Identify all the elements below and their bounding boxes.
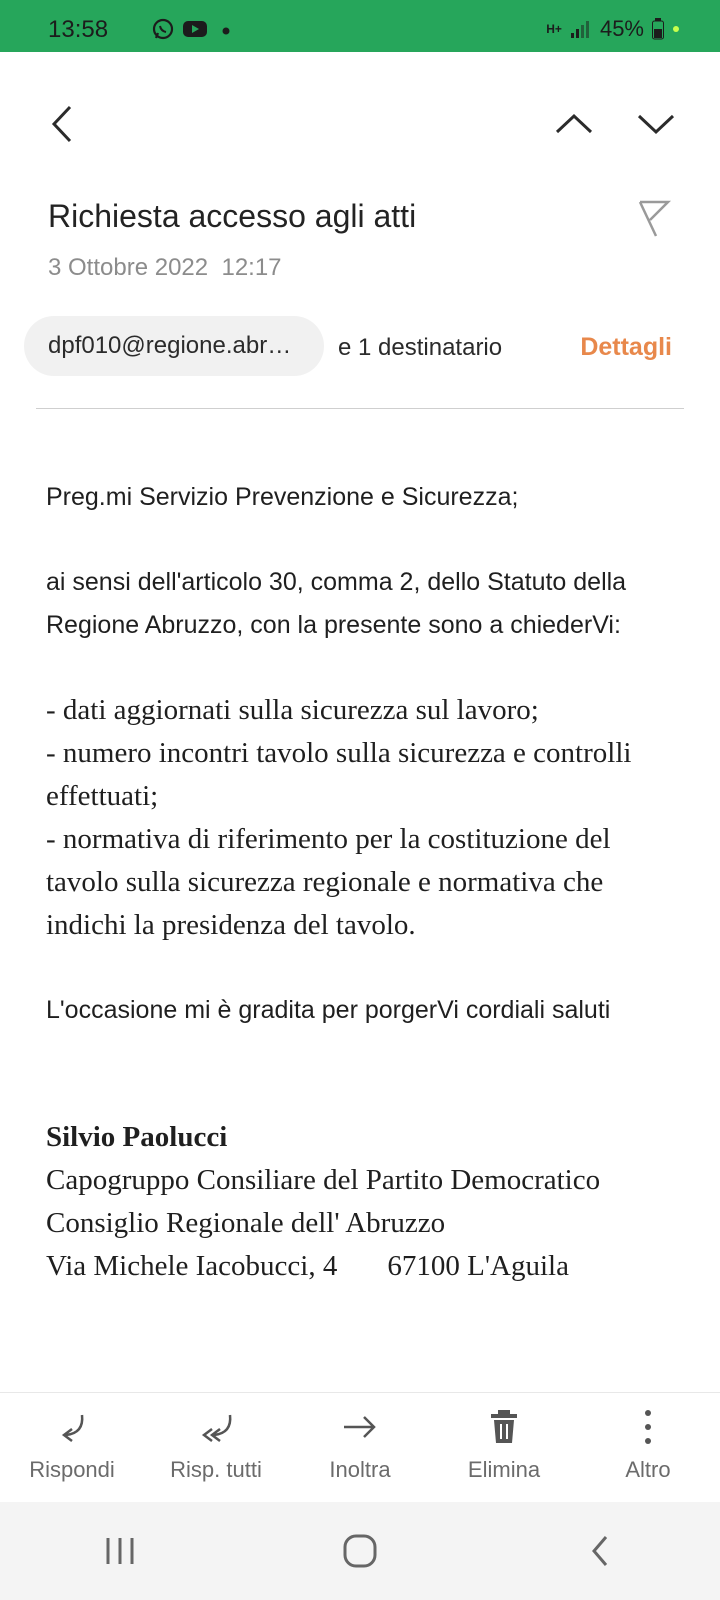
- network-type: H+: [546, 22, 562, 36]
- signature-address-line: [46, 1245, 676, 1288]
- signature-name: Silvio Paolucci: [46, 1121, 228, 1153]
- recipients-summary: e 1 destinatario: [338, 334, 503, 361]
- reply-all-icon: [196, 1407, 236, 1447]
- charging-dot-icon: [672, 25, 680, 33]
- signature-city: 67100 L'Aguila: [387, 1250, 569, 1282]
- forward-icon: [340, 1407, 380, 1447]
- recent-apps-button[interactable]: [90, 1521, 150, 1581]
- back-icon: [590, 1534, 610, 1568]
- reply-label: Rispondi: [29, 1457, 115, 1482]
- more-vertical-icon: [628, 1407, 668, 1447]
- delete-button[interactable]: [432, 1393, 576, 1503]
- back-button[interactable]: [38, 100, 86, 148]
- status-time: 13:58: [48, 16, 109, 43]
- signature-address: Via Michele Iacobucci, 4: [46, 1250, 338, 1282]
- previous-email-button[interactable]: [550, 100, 598, 148]
- email-body: [46, 476, 676, 1288]
- divider: [36, 408, 684, 409]
- battery-percent: 45%: [599, 16, 644, 41]
- email-date: 3 Ottobre 2022: [48, 254, 209, 281]
- home-button[interactable]: [330, 1521, 390, 1581]
- recent-apps-icon: [104, 1536, 136, 1566]
- body-item: - normativa di riferimento per la costituzione del tavolo sulla sicurezza regionale e normativa che indichi la presidenza del tavolo.: [46, 823, 611, 941]
- email-subject: Richiesta accesso agli atti: [48, 198, 417, 234]
- delete-label: Elimina: [467, 1457, 541, 1482]
- next-email-button[interactable]: [632, 100, 680, 148]
- forward-button[interactable]: [288, 1393, 432, 1503]
- system-navigation-bar: [0, 1502, 720, 1600]
- body-greeting: Preg.mi Servizio Prevenzione e Sicurezza;: [46, 483, 519, 511]
- more-label: Altro: [625, 1457, 671, 1482]
- email-time: 12:17: [221, 254, 282, 281]
- action-bar: [0, 1392, 720, 1503]
- flag-button[interactable]: [630, 194, 678, 242]
- signal-icon: [570, 19, 592, 39]
- system-back-button[interactable]: [570, 1521, 630, 1581]
- signature-org: Consiglio Regionale dell' Abruzzo: [46, 1207, 446, 1239]
- chevron-down-icon: [636, 112, 676, 136]
- more-button[interactable]: [576, 1393, 720, 1503]
- notification-icons: [152, 18, 236, 40]
- whatsapp-icon: [152, 18, 174, 40]
- flag-icon: [636, 198, 672, 238]
- status-bar: [0, 0, 720, 52]
- body-request: ai sensi dell'articolo 30, comma 2, dello Statuto della Regione Abruzzo, con la presente sono a chiederVi:: [46, 568, 627, 639]
- reply-all-button[interactable]: [144, 1393, 288, 1503]
- body-closing: L'occasione mi è gradita per porgerVi cordiali saluti: [46, 996, 611, 1024]
- home-icon: [343, 1534, 377, 1568]
- battery-icon: [652, 18, 664, 40]
- email-date-row: [48, 254, 282, 282]
- trash-icon: [484, 1407, 524, 1447]
- chevron-left-icon: [50, 104, 74, 144]
- body-item: - dati aggiornati sulla sicurezza sul lavoro;: [46, 694, 539, 726]
- dot-icon: [216, 19, 236, 39]
- details-link[interactable]: Dettagli: [580, 333, 672, 361]
- signature-role: Capogruppo Consiliare del Partito Democratico: [46, 1164, 601, 1196]
- sender-chip[interactable]: dpf010@regione.abr…: [24, 316, 324, 376]
- reply-icon: [52, 1407, 92, 1447]
- chevron-up-icon: [554, 112, 594, 136]
- reply-all-label: Risp. tutti: [170, 1457, 262, 1482]
- status-right: [546, 16, 680, 42]
- body-item: - numero incontri tavolo sulla sicurezza e controlli effettuati;: [46, 737, 632, 812]
- youtube-icon: [182, 19, 208, 39]
- reply-button[interactable]: [0, 1393, 144, 1503]
- forward-label: Inoltra: [329, 1457, 391, 1482]
